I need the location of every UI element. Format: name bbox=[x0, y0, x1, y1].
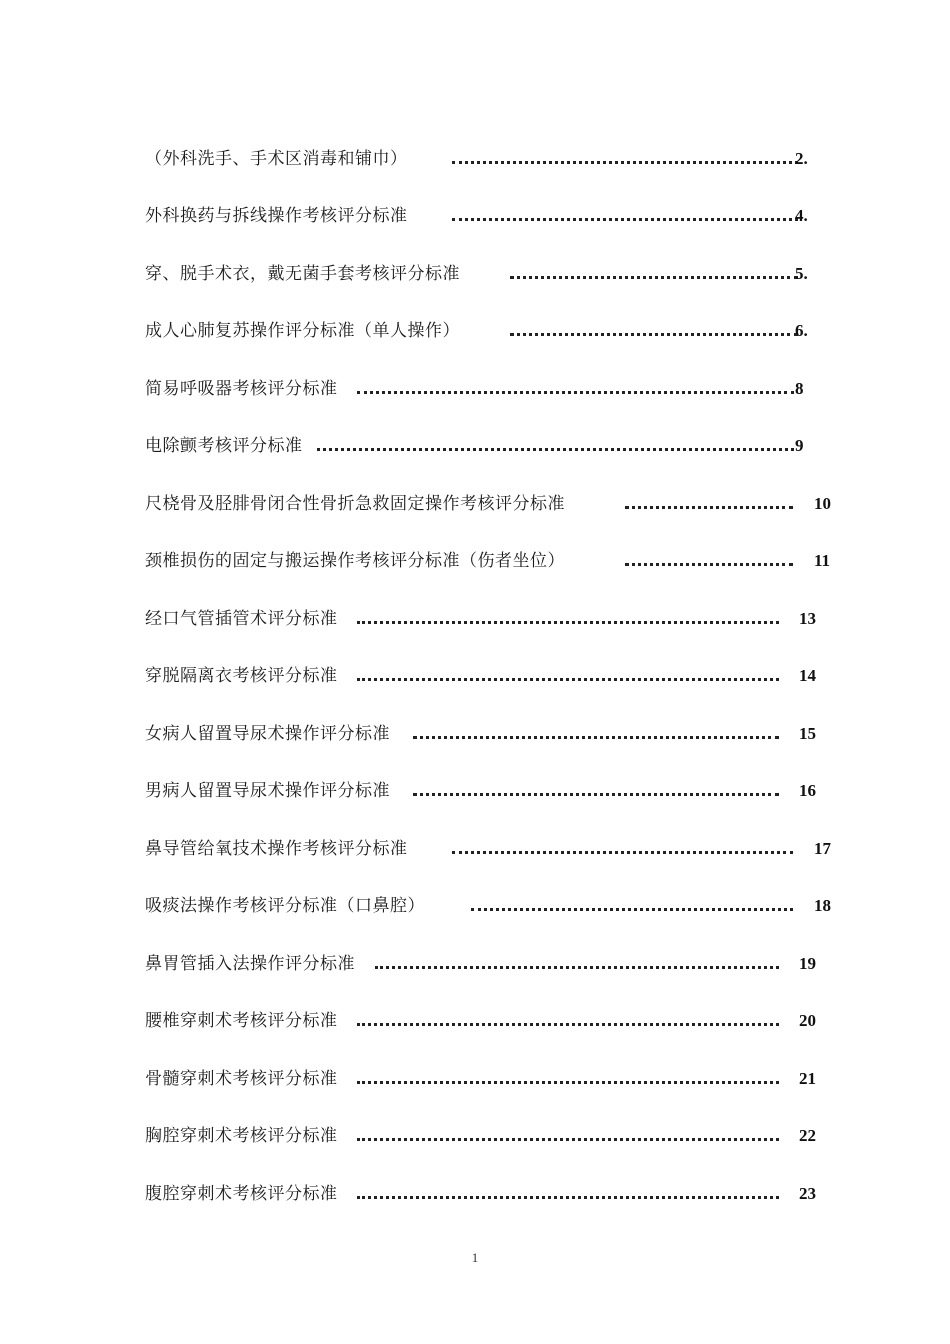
page-number: 1 bbox=[471, 1250, 479, 1265]
toc-entry-page: 6. bbox=[795, 321, 808, 340]
toc-entry-page: 5. bbox=[795, 264, 808, 283]
toc-leader-dots bbox=[413, 793, 779, 796]
toc-entry[interactable] bbox=[0, 950, 950, 978]
toc-entry[interactable] bbox=[0, 1122, 950, 1150]
toc-entry-page: 11 bbox=[814, 551, 831, 570]
toc-entry-title: 腹腔穿刺术考核评分标准 bbox=[145, 1184, 338, 1204]
toc-leader-dots bbox=[357, 678, 779, 681]
toc-entry-page: 22 bbox=[799, 1126, 816, 1145]
toc-entry[interactable] bbox=[0, 1180, 950, 1208]
toc-entry-title: 鼻导管给氧技术操作考核评分标准 bbox=[145, 839, 408, 859]
toc-entry-title: 成人心肺复苏操作评分标准（单人操作） bbox=[145, 321, 460, 341]
toc-entry[interactable] bbox=[0, 662, 950, 690]
toc-entry-title: 胸腔穿刺术考核评分标准 bbox=[145, 1126, 338, 1146]
toc-entry[interactable] bbox=[0, 260, 950, 288]
toc-leader-dots bbox=[452, 161, 798, 164]
toc-entry-page: 13 bbox=[799, 609, 816, 628]
toc-leader-dots bbox=[452, 851, 793, 854]
toc-entry-page: 20 bbox=[799, 1011, 816, 1030]
toc-leader-dots bbox=[357, 1023, 779, 1026]
toc-entry-page: 21 bbox=[799, 1069, 816, 1088]
toc-entry-title: 经口气管插管术评分标准 bbox=[145, 609, 338, 629]
toc-entry-title: 骨髓穿刺术考核评分标准 bbox=[145, 1069, 338, 1089]
toc-leader-dots bbox=[452, 218, 798, 221]
toc-leader-dots bbox=[357, 621, 779, 624]
toc-leader-dots bbox=[375, 966, 779, 969]
toc-entry[interactable] bbox=[0, 720, 950, 748]
toc-leader-dots bbox=[357, 391, 794, 394]
toc-entry[interactable] bbox=[0, 547, 950, 575]
toc-entry[interactable] bbox=[0, 1065, 950, 1093]
toc-entry[interactable] bbox=[0, 145, 950, 173]
toc-entry-title: 外科换药与拆线操作考核评分标准 bbox=[145, 206, 408, 226]
toc-entry-page: 15 bbox=[799, 724, 816, 743]
toc-entry-title: 电除颤考核评分标准 bbox=[145, 436, 303, 456]
toc-leader-dots bbox=[625, 506, 793, 509]
toc-entry-title: 鼻胃管插入法操作评分标准 bbox=[145, 954, 355, 974]
toc-entry-page: 23 bbox=[799, 1184, 816, 1203]
toc-entry-title: 穿、脱手术衣，戴无菌手套考核评分标准 bbox=[145, 264, 460, 284]
toc-entry-title: （外科洗手、手术区消毒和铺巾） bbox=[145, 149, 408, 169]
toc-entry-title: 男病人留置导尿术操作评分标准 bbox=[145, 781, 390, 801]
toc-entry-title: 简易呼吸器考核评分标准 bbox=[145, 379, 338, 399]
toc-entry[interactable] bbox=[0, 605, 950, 633]
toc-leader-dots bbox=[317, 448, 794, 451]
toc-entry-page: 14 bbox=[799, 666, 816, 685]
toc-entry[interactable] bbox=[0, 202, 950, 230]
toc-entry-page: 4. bbox=[795, 206, 808, 225]
toc-leader-dots bbox=[413, 736, 779, 739]
toc-entry[interactable] bbox=[0, 1007, 950, 1035]
toc-entry[interactable] bbox=[0, 490, 950, 518]
toc-entry[interactable] bbox=[0, 432, 950, 460]
toc-entry[interactable] bbox=[0, 892, 950, 920]
toc-entry-page: 18 bbox=[814, 896, 831, 915]
toc-entry-page: 10 bbox=[814, 494, 831, 513]
toc-entry-title: 穿脱隔离衣考核评分标准 bbox=[145, 666, 338, 686]
toc-entry-page: 16 bbox=[799, 781, 816, 800]
toc-entry[interactable] bbox=[0, 777, 950, 805]
toc-entry-title: 女病人留置导尿术操作评分标准 bbox=[145, 724, 390, 744]
toc-entry-title: 吸痰法操作考核评分标准（口鼻腔） bbox=[145, 896, 425, 916]
toc-entry-page: 17 bbox=[814, 839, 831, 858]
toc-entry-page: 19 bbox=[799, 954, 816, 973]
toc-entry-page: 9 bbox=[795, 436, 804, 455]
toc-entry-page: 2. bbox=[795, 149, 808, 168]
toc-entry-page: 8 bbox=[795, 379, 804, 398]
toc-entry[interactable] bbox=[0, 375, 950, 403]
toc-leader-dots bbox=[625, 563, 793, 566]
toc-entry-title: 腰椎穿刺术考核评分标准 bbox=[145, 1011, 338, 1031]
toc-leader-dots bbox=[357, 1081, 779, 1084]
toc-leader-dots bbox=[510, 276, 798, 279]
toc-leader-dots bbox=[471, 908, 793, 911]
toc-entry[interactable] bbox=[0, 835, 950, 863]
toc-entry[interactable] bbox=[0, 317, 950, 345]
toc-entry-title: 尺桡骨及胫腓骨闭合性骨折急救固定操作考核评分标准 bbox=[145, 494, 565, 514]
toc-leader-dots bbox=[357, 1196, 779, 1199]
toc-entry-title: 颈椎损伤的固定与搬运操作考核评分标准（伤者坐位） bbox=[145, 551, 565, 571]
toc-leader-dots bbox=[357, 1138, 779, 1141]
toc-leader-dots bbox=[510, 333, 798, 336]
